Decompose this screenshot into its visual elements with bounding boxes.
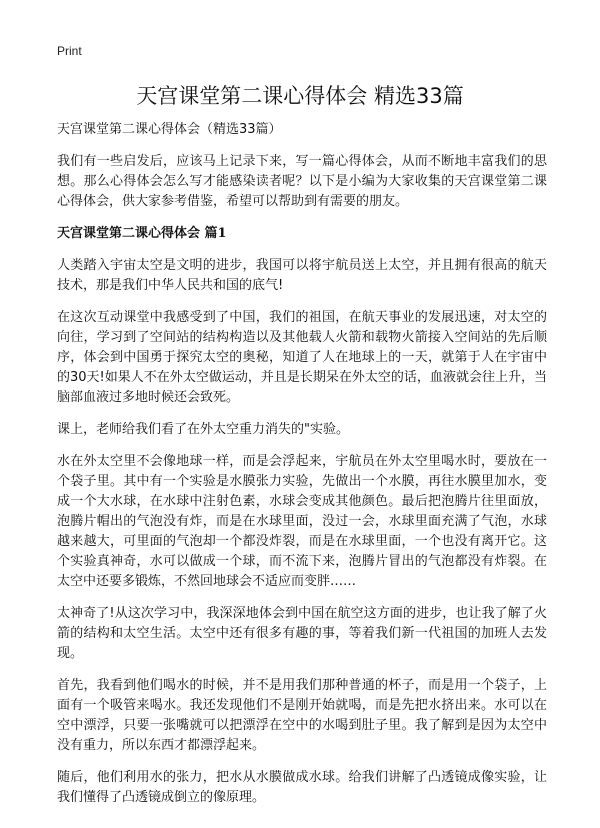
paragraph-5: 太神奇了!从这次学习中，我深深地体会到中国在航空这方面的进步，也让我了解了火箭的结构和太空生活。太空中还有很多有趣的事，等着我们新一代祖国的加班人去发现。 [57, 606, 547, 661]
paragraph-1: 人类踏入宇宙太空是文明的进步，我国可以将宇航员送上太空，并且拥有很高的航天技术，那是我们中华人民共和国的底气! [57, 258, 547, 293]
article-subtitle: 天宫课堂第二课心得体会（精选33篇） [57, 122, 282, 137]
paragraph-2: 在这次互动课堂中我感受到了中国，我们的祖国，在航天事业的发展迅速，对太空的向往，学习到了空间站的结构构造以及其他载人火箭和载物火箭接入空间站的先后顺序，体会到中国勇于探究太空的奥秘，知道了人在地球上的一天，就第于人在宇宙中的30天!如果人不在外太空做运动，并且是长期呆在外太空的话，血液就会往上升，当脑部血液过多地时候还会致死。 [57, 310, 547, 405]
intro-paragraph: 我们有一些启发后，应该马上记录下来，写一篇心得体会，从而不断地丰富我们的思想。那么心得体会怎么写才能感染读者呢？以下是小编为大家收集的天宫课堂第二课心得体会，供大家参考借鉴，希望可以帮助到有需要的朋友。 [57, 154, 547, 209]
paragraph-7: 随后，他们利用水的张力，把水从水膜做成水球。给我们讲解了凸透镜成像实验，让我们懂得了凸透镜成倒立的像原理。 [57, 770, 547, 805]
print-link[interactable]: Print [57, 44, 82, 58]
section-heading: 天宫课堂第二课心得体会 篇1 [57, 226, 227, 241]
paragraph-6: 首先，我看到他们喝水的时候，并不是用我们那种普通的杯子，而是用一个袋子，上面有一个吸管来喝水。我还发现他们不是刚开始就喝，而是先把水挤出来。水可以在空中漂浮，只要一张嘴就可以把漂浮在空中的水喝到肚子里。我了解到是因为太空中没有重力，所以东西才都漂浮起来。 [57, 678, 547, 753]
article-body [57, 120, 547, 820]
page-title: 天宫课堂第二课心得体会 精选33篇 [136, 84, 464, 108]
paragraph-4: 水在外太空里不会像地球一样，而是会浮起来，宇航员在外太空里喝水时，要放在一个袋子里。其中有一个实验是水膜张力实验，先做出一个水膜，再往水膜里加水，变成一个大水球，在水球中注射色素，水球会变成其他颜色。最后把泡腾片往里面放，泡腾片帽出的气泡没有炸，而是在水球里面，没过一会，水球里面充满了气泡，水球越来越大，可里面的气泡却一个都没炸裂，而是在水球里面，一个也没有离开它。这个实验真神奇，水可以做成一个球，而不流下来，泡腾片冒出的气泡都没有炸裂。在太空中还要多锻炼，不然回地球会不适应而变胖…… [57, 454, 547, 589]
paragraph-3: 课上，老师给我们看了在外太空重力消失的"实验。 [57, 422, 349, 437]
